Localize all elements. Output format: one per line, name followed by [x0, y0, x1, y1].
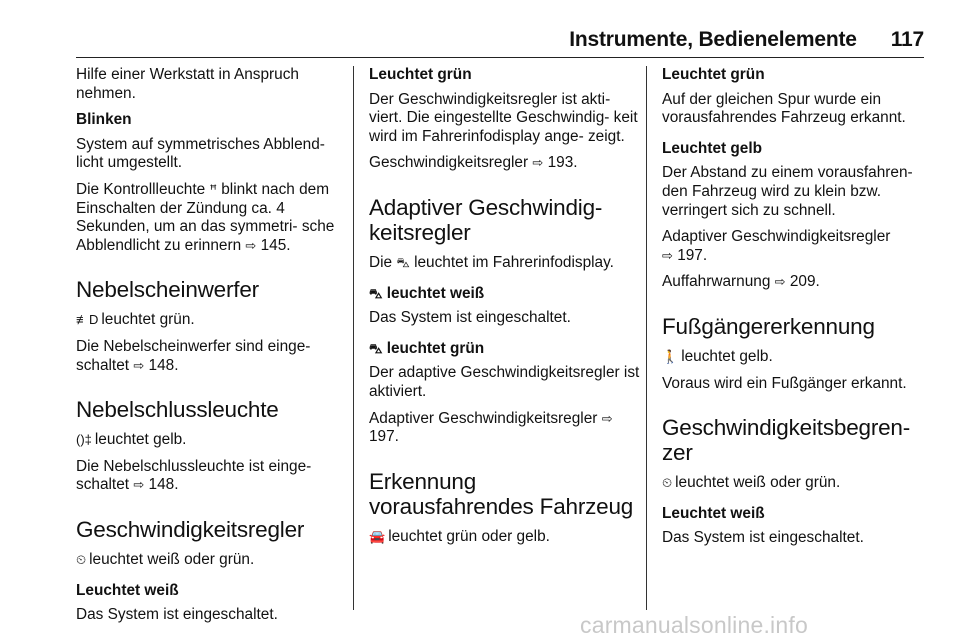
paragraph	[662, 474, 936, 493]
paragraph	[76, 458, 350, 495]
text: leuchtet gelb.	[94, 431, 187, 449]
column-divider-1	[353, 66, 354, 610]
subheading-leuchtet-weiss: Leuchtet weiß	[662, 504, 765, 522]
page-number: 117	[890, 28, 924, 51]
page-ref-arrow-icon: ⇨	[662, 247, 673, 263]
section-title: Instrumente, Bedienelemente	[569, 28, 857, 51]
paragraph	[662, 348, 936, 367]
text: blinkt nach dem Einschalten der Zündung ca. 4 Sekunden, um an das symmetri- sche Abblendlicht zu erinnern	[76, 180, 335, 254]
heading-erkennung-fahrzeug: Erkennung vorausfahrendes Fahrzeug	[369, 468, 634, 519]
text: Auffahrwarnung	[662, 273, 771, 291]
cruise-control-icon: ⏲	[76, 551, 87, 567]
page-ref-arrow-icon: ⇨	[601, 410, 613, 426]
adaptive-cruise-icon: ⛍	[369, 340, 383, 356]
page-header	[569, 28, 924, 52]
page-ref-arrow-icon: ⇨	[133, 477, 145, 493]
text: Die Nebelschlussleuchte ist einge- schaltet	[76, 457, 312, 494]
heading-adaptiver-geschwindigkeitsregler: Adaptiver Geschwindig- keitsregler	[369, 194, 603, 245]
speed-limiter-icon: ⏲	[662, 475, 673, 491]
page-ref: 145.	[260, 236, 291, 254]
heading-nebelscheinwerfer: Nebelscheinwerfer	[76, 277, 259, 303]
text: Die Kontrollleuchte	[76, 180, 206, 198]
paragraph	[76, 311, 350, 330]
column-divider-2	[646, 66, 647, 610]
text: leuchtet grün	[386, 339, 485, 357]
text: Geschwindigkeitsregler	[369, 154, 529, 172]
text: leuchtet weiß oder grün.	[675, 474, 841, 492]
subheading-acc-weiss	[369, 285, 643, 304]
paragraph: Voraus wird ein Fußgänger erkannt.	[662, 374, 907, 392]
column-2	[369, 66, 643, 554]
paragraph	[662, 273, 936, 292]
paragraph: Das System ist eingeschaltet.	[369, 309, 571, 327]
text: Adaptiver Geschwindigkeitsregler	[662, 228, 891, 246]
paragraph: Das System ist eingeschaltet.	[76, 606, 278, 624]
header-rule	[76, 57, 924, 58]
watermark: carmanualsonline.info	[580, 612, 808, 638]
page-ref-arrow-icon: ⇨	[532, 155, 544, 171]
page-ref-arrow-icon: ⇨	[774, 274, 786, 290]
heading-nebelschlussleuchte: Nebelschlussleuchte	[76, 397, 279, 423]
adaptive-cruise-icon: ⛍	[396, 254, 410, 270]
heading-geschwindigkeitsregler: Geschwindigkeitsregler	[76, 516, 305, 542]
page-ref: 197.	[369, 428, 399, 446]
paragraph	[369, 254, 643, 273]
paragraph	[76, 181, 350, 255]
text: leuchtet grün.	[101, 311, 195, 329]
column-3	[662, 66, 936, 556]
heading-geschwindigkeitsbegrenzer: Geschwindigkeitsbegren- zer	[662, 415, 911, 466]
page-ref: 148.	[148, 356, 179, 374]
pedestrian-icon: 🚶	[662, 348, 679, 364]
text: leuchtet grün oder gelb.	[388, 527, 550, 545]
page-ref-arrow-icon: ⇨	[133, 357, 145, 373]
adaptive-cruise-icon: ⛍	[369, 285, 383, 301]
paragraph: Auf der gleichen Spur wurde ein vorausfahrendes Fahrzeug erkannt.	[662, 90, 906, 127]
text: leuchtet im Fahrerinfodisplay.	[414, 253, 614, 271]
text: Adaptiver Geschwindigkeitsregler	[369, 409, 598, 427]
paragraph: System auf symmetrisches Abblend- licht umgestellt.	[76, 135, 325, 172]
text: leuchtet gelb.	[681, 347, 773, 365]
text: Die Nebelscheinwerfer sind einge- schaltet	[76, 337, 311, 374]
rear-fog-light-icon: ()‡	[76, 432, 92, 448]
text: leuchtet weiß oder grün.	[89, 550, 255, 568]
page-ref: 209.	[789, 273, 820, 291]
subheading-acc-gruen	[369, 340, 643, 359]
paragraph	[662, 228, 936, 265]
heading-fussgaengererkennung: Fußgängererkennung	[662, 313, 875, 339]
subheading-blinken: Blinken	[76, 111, 132, 129]
subheading-leuchtet-gelb: Leuchtet gelb	[662, 139, 763, 157]
subheading-leuchtet-gruen: Leuchtet grün	[369, 66, 472, 83]
paragraph: Das System ist eingeschaltet.	[662, 529, 864, 547]
text: Die	[369, 253, 393, 271]
paragraph	[369, 410, 643, 447]
paragraph: Hilfe einer Werkstatt in Anspruch nehmen.	[76, 66, 299, 102]
fog-light-icon: ≢D	[76, 312, 99, 328]
paragraph	[76, 551, 350, 570]
subheading-leuchtet-weiss: Leuchtet weiß	[76, 581, 179, 599]
paragraph	[369, 528, 643, 547]
subheading-leuchtet-gruen: Leuchtet grün	[662, 66, 765, 83]
paragraph: Der Geschwindigkeitsregler ist akti- viert. Die eingestellte Geschwindig- keit wird im Fahrerinfodisplay ange- zeigt.	[369, 90, 638, 145]
page-ref-arrow-icon: ⇨	[245, 237, 257, 253]
paragraph	[76, 431, 350, 450]
page-ref: 193.	[547, 154, 578, 172]
paragraph: Der adaptive Geschwindigkeitsregler ist aktiviert.	[369, 364, 640, 400]
column-1	[76, 66, 350, 633]
page-ref: 197.	[677, 246, 708, 264]
paragraph	[369, 154, 643, 173]
vehicle-ahead-icon: 🚘	[369, 528, 386, 544]
headlight-symmetric-icon: ꟸ	[209, 181, 217, 197]
text: leuchtet weiß	[386, 284, 485, 302]
paragraph: Der Abstand zu einem vorausfahren- den Fahrzeug wird zu klein bzw. verringert sich zu schnell.	[662, 164, 913, 219]
paragraph	[76, 338, 350, 375]
page-ref: 148.	[148, 476, 179, 494]
